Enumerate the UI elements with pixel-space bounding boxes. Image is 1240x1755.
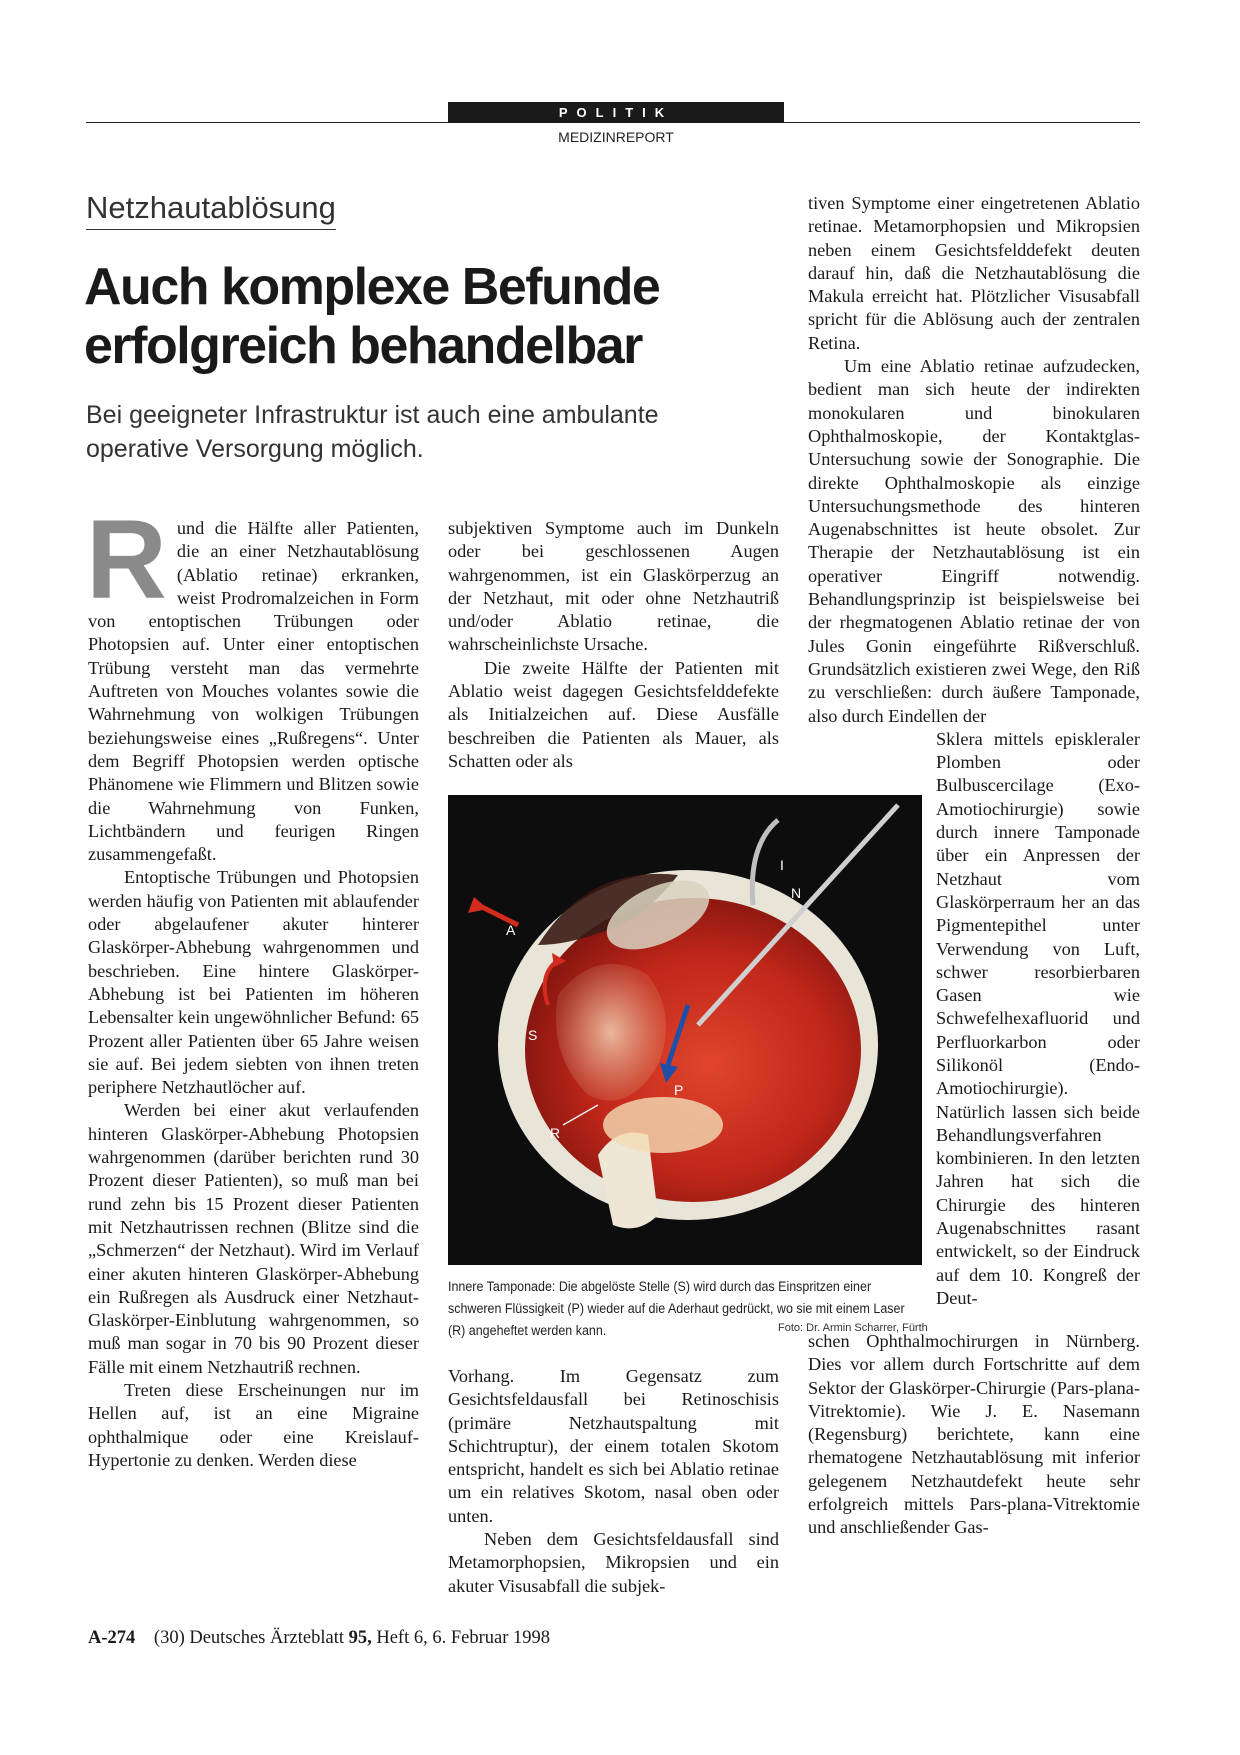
column-3 [808,192,1140,1310]
citation-suffix: Heft 6, 6. Februar 1998 [376,1628,551,1648]
paragraph: Werden bei einer akut verlaufenden hinteren Glaskörper-Abhebung Photopsien wahrgenommen (darüber berichten rund 30 Prozent dieser Patienten), so muß man bei rund zehn bis 15 Prozent dieser Patienten mit Netzhautrissen rechnen (Blitze sind die „Schmerzen“ der Netzhaut). Wird im Verlauf einer akuten hinteren Glaskörper-Abhebung ein Rußregen als Ausdruck einer Netzhaut-Glaskörper-Einblutung wahrgenommen, so muß man sogar in 70 bis 90 Prozent dieser Fälle mit einem Netzhautriß rechnen. [88,1100,419,1377]
paragraph: Treten diese Erscheinungen nur im Hellen auf, ist an eine Migraine ophthalmique oder eine Kreislauf-Hypertonie zu denken. Werden diese [88,1379,419,1470]
column-2-bottom [448,1365,779,1598]
paragraph: tiven Symptome einer eingetretenen Ablatio retinae. Metamorphopsien und Mikropsien neben einem Gesichtsfelddefekt deuten darauf hin, daß die Netzhautablösung die Makula erreicht hat. Plötzlicher Visusabfall spricht für die Ablösung auch der zentralen Retina. [808,193,1140,353]
paragraph: Entoptische Trübungen und Photopsien werden häufig von Patienten mit ablaufender oder abgelaufener akuter hinterer Glaskörper-Abhebung wahrgenommen und beschrieben. Eine hintere Glaskörper-Abhebung ist bei Patienten im höheren Lebensalter kein ungewöhnlicher Befund: 65 Prozent aller Patienten über 65 Jahre weisen sie auf. Bei jedem siebten von ihnen treten periphere Netzhautlöcher auf. [88,867,419,1098]
paragraph-beside-figure: Sklera mittels episkleraler Plomben oder Bulbuscercilage (Exo-Amotiochirurgie) sowie durch innere Tamponade über ein Anpressen der Netzhaut vom Glaskörperraum her an das Pigmentepithel unter Verwendung von Luft, schwer resorbierbaren Gasen wie Schwefelhexafluorid und Perfluorkarbon oder Silikonöl (Endo-Amotiochirurgie). Natürlich lassen sich beide Behandlungsverfahren kombinieren. In den letzten Jahren hat sich die Chirurgie des hinteren Augenabschnittes rasant entwickelt, so der Eindruck auf dem 10. Kongreß der Deut- [936,728,1140,1308]
label-i: I [780,857,784,873]
article-lede: Bei geeigneter Infrastruktur ist auch eine ambulante operative Versorgung möglich. [86,401,659,463]
heavy-liquid-shape [603,1097,723,1153]
article-kicker: Netzhautablösung [86,190,336,230]
label-r: R [550,1125,561,1141]
column-3-bottom [808,1330,1140,1540]
page-footer [88,1628,550,1649]
paragraph: schen Ophthalmochirurgen in Nürnberg. Dies vor allem durch Fortschritte auf dem Sektor der Glaskörper-Chirurgie (Pars-plana-Vitrektomie). Wie J. E. Nasemann (Regensburg) berichtete, kann eine rhematogene Netzhautablösung mit inferior gelegenem Netzhautdefekt heute sehr erfolgreich mittels Pars-plana-Vitrektomie und anschließender Gas- [808,1331,1140,1538]
page-number: A-274 [88,1628,136,1648]
photo-credit: Foto: Dr. Armin Scharrer, Fürth [778,1322,928,1334]
article-headline: Auch komplexe Befunde erfolgreich behandelbar [84,258,660,375]
column-1 [86,497,419,1472]
citation-prefix: (30) Deutsches Ärzteblatt [153,1628,344,1648]
label-p: P [674,1082,684,1098]
label-s: S [528,1027,538,1043]
paragraph: Um eine Ablatio retinae aufzudecken, bedient man sich heute der indirekten monokularen und binokularen Ophthalmoskopie, der Kontaktglas-Untersuchung sowie der Sonographie. Die direkte Ophthalmoskopie als einzige Untersuchungsmethode des hinteren Augenabschnittes ist heute obsolet. Zur Therapie der Netzhautablösung ist ein operativer Eingriff notwendig. Behandlungsprinzip ist beispielsweise bei der rhegmatogenen Ablatio retinae der von Jules Gonin eingeführte Rißverschluß. Grundsätzlich existieren zwei Wege, den Riß zu verschließen: durch äußere Tamponade, also durch Eindellen der [808,356,1140,726]
paragraph: subjektiven Symptome auch im Dunkeln oder bei geschlossenen Augen wahrgenommen, ist ein Glaskörperzug an der Netzhaut, mit oder ohne Netzhautriß und/oder Ablatio retinae, die wahrscheinlichste Ursache. [448,518,779,655]
paragraph: Rund die Hälfte aller Patienten, die an einer Netzhautablösung (Ablatio retinae) erkranken, weist Prodromalzeichen in Form von entoptischen Trübungen oder Photopsien auf. Unter einer entoptischen Trübung versteht man das vermehrte Auftreten von Mouches volantes sowie die Wahrnehmung von wolkigen Trübungen beziehungsweise eines „Rußregens“. Unter dem Begriff Photopsien werden optische Phänomene wie Flimmern und Blitzen sowie die Wahrnehmung von Funken, Lichtbändern und feurigen Ringen zusammengefaßt. [86,497,419,865]
citation-volume: 95, [348,1628,372,1648]
paragraph: Neben dem Gesichtsfeldausfall sind Metamorphopsien, Mikropsien und ein akuter Visusabfall die subjek- [448,1529,779,1596]
label-n: N [791,885,802,901]
subsection-label: MEDIZINREPORT [558,129,674,145]
section-label: POLITIK [448,102,784,123]
paragraph: Die zweite Hälfte der Patienten mit Ablatio weist dagegen Gesichtsfelddefekte als Initialzeichen auf. Diese Ausfälle beschreiben die Patienten als Mauer, als Schatten oder als [448,657,779,771]
paragraph: Vorhang. Im Gegensatz zum Gesichtsfeldausfall bei Retinoschisis (primäre Netzhautspaltung mit Schichtruptur), der einem totalen Skotom entspricht, handelt es sich bei Ablatio retinae um ein relatives Skotom, nasal oben oder unten. [448,1366,779,1526]
figure-caption: Innere Tamponade: Die abgelöste Stelle (S) wird durch das Einspritzen einer schweren Flüssigkeit (P) wieder auf die Aderhaut gedrückt, wo sie mit einem Laser (R) angeheftet werden kann. [448,1279,905,1339]
drop-cap: R [86,497,167,622]
column-2-top [448,517,779,773]
label-a: A [506,922,516,938]
